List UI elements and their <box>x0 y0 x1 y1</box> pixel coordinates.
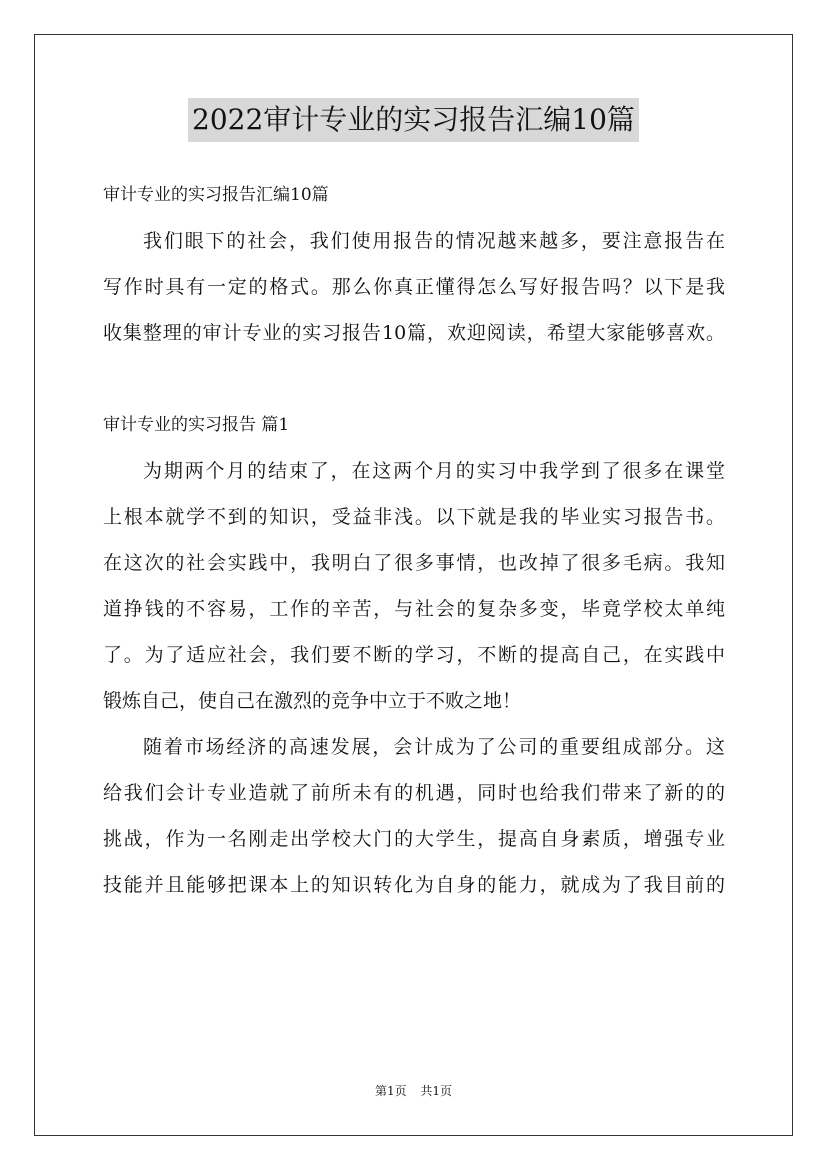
paragraph1-line: 了。为了适应社会，我们要不断的学习，不断的提高自己，在实践中 <box>103 644 725 666</box>
document-subtitle: 审计专业的实习报告汇编10篇 <box>103 185 329 205</box>
document-title: 2022审计专业的实习报告汇编10篇 <box>188 98 639 142</box>
page-total: 共1页 <box>420 1084 453 1098</box>
paragraph2-line: 给我们会计专业造就了前所未有的机遇，同时也给我们带来了新的的 <box>103 782 725 804</box>
section-heading: 审计专业的实习报告 篇1 <box>103 415 290 435</box>
document-body <box>103 172 725 908</box>
paragraph1-line: 上根本就学不到的知识，受益非浅。以下就是我的毕业实习报告书。 <box>103 506 725 528</box>
paragraph1-line: 在这次的社会实践中，我明白了很多事情，也改掉了很多毛病。我知 <box>103 552 725 574</box>
paragraph2-line: 随着市场经济的高速发展，会计成为了公司的重要组成部分。这 <box>143 736 725 758</box>
paragraph1-line: 锻炼自己，使自己在激烈的竞争中立于不败之地！ <box>103 690 522 712</box>
paragraph1-line: 为期两个月的结束了，在这两个月的实习中我学到了很多在课堂 <box>143 460 725 482</box>
paragraph2-line: 挑战，作为一名刚走出学校大门的大学生，提高自身素质，增强专业 <box>103 828 725 850</box>
page-footer <box>0 1083 827 1099</box>
intro-line: 收集整理的审计专业的实习报告10篇，欢迎阅读，希望大家能够喜欢。 <box>103 322 725 344</box>
paragraph-spacer <box>103 356 725 402</box>
paragraph2-line: 技能并且能够把课本上的知识转化为自身的能力，就成为了我目前的 <box>103 874 725 896</box>
page-number: 第1页 <box>374 1084 407 1098</box>
paragraph1-line: 道挣钱的不容易，工作的辛苦，与社会的复杂多变，毕竟学校太单纯 <box>103 598 725 620</box>
title-container <box>0 98 827 142</box>
intro-line: 我们眼下的社会，我们使用报告的情况越来越多，要注意报告在 <box>143 230 725 252</box>
intro-line: 写作时具有一定的格式。那么你真正懂得怎么写好报告吗？以下是我 <box>103 276 725 298</box>
